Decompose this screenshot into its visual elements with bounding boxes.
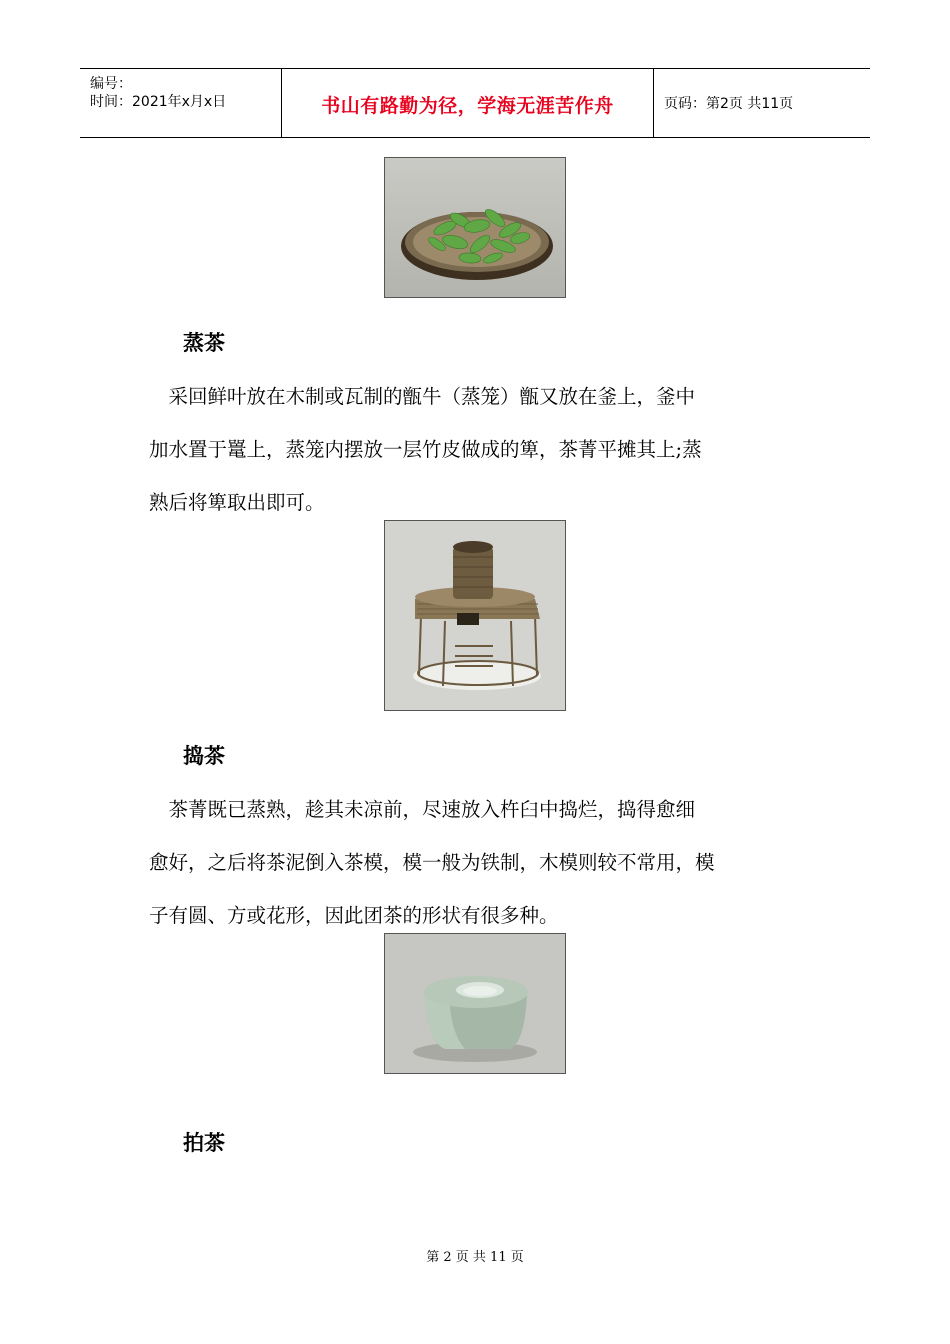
section-title-pound-tea: 捣茶: [183, 744, 225, 768]
section-title-pat-tea: 拍茶: [183, 1131, 225, 1155]
section-title-steam-tea: 蒸茶: [183, 331, 225, 355]
header-meta-cell: [80, 69, 282, 137]
paragraph-line: 茶菁既已蒸熟，趁其未凉前，尽速放入杵臼中捣烂，捣得愈细: [149, 798, 696, 821]
header-motto-cell: [282, 69, 654, 137]
page-header: [80, 68, 870, 138]
document-number-label: 编号：: [90, 76, 132, 92]
paragraph-line: 采回鲜叶放在木制或瓦制的甑牛（蒸笼）甑又放在釜上，釜中: [149, 385, 696, 408]
paragraph-line: 愈好，之后将茶泥倒入茶模，模一般为铁制，木模则较不常用，模: [149, 851, 715, 874]
header-motto: 书山有路勤为径，学海无涯苦作舟: [321, 95, 614, 117]
tea-steamer-image: [384, 520, 566, 711]
paragraph-line: 加水置于鼍上，蒸笼内摆放一层竹皮做成的箄，茶菁平摊其上;蒸: [149, 438, 702, 461]
document-date-label: 时间：2021年x月x日: [90, 94, 227, 110]
section-body-steam-tea: [149, 382, 809, 514]
header-page-label: 页码：第2页 共11页: [664, 96, 794, 112]
paragraph-line: 子有圆、方或花形，因此团茶的形状有很多种。: [149, 904, 559, 927]
section-body-pound-tea: [149, 795, 809, 927]
paragraph-line: 熟后将箄取出即可。: [149, 491, 325, 514]
page-footer: 第 2 页 共 11 页: [426, 1250, 524, 1265]
header-page-cell: [654, 69, 870, 137]
tea-leaves-tray-image: [384, 157, 566, 298]
tea-mortar-image: [384, 933, 566, 1074]
